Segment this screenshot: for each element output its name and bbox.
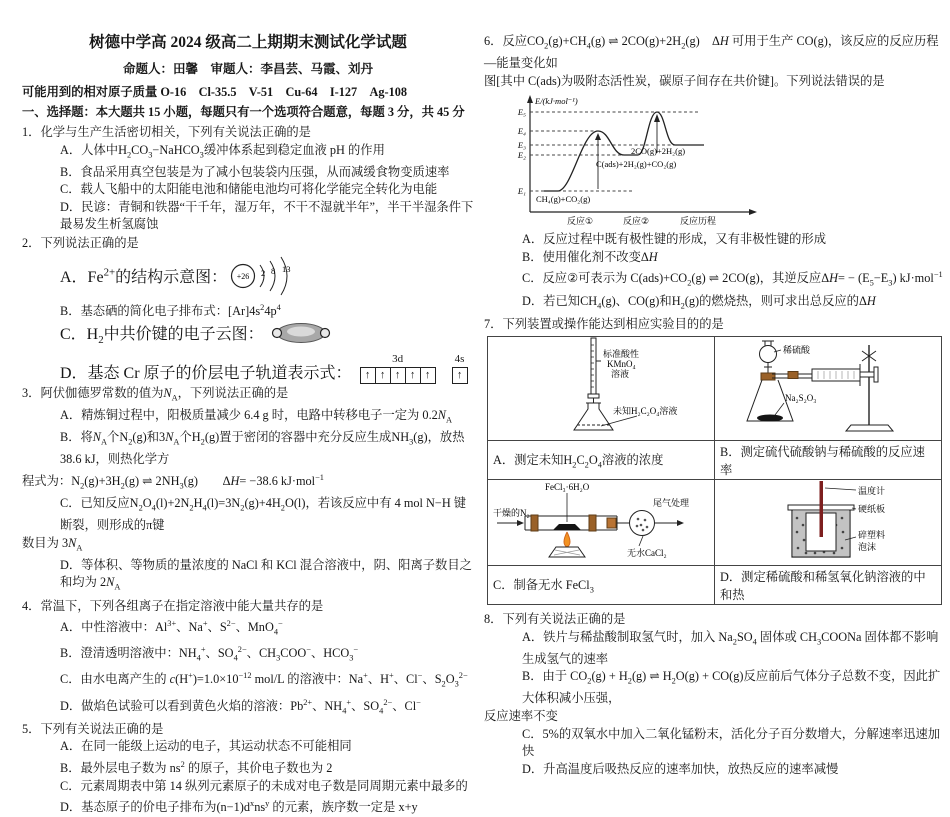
q7-cell-b-image xyxy=(715,337,942,441)
q7-apparatus-table xyxy=(487,336,942,605)
orbital-3d-label: 3d xyxy=(392,353,404,366)
flask-contents-label: 未知H₂C₂O₄溶液 xyxy=(613,406,678,417)
products-label: 2CO(g)+2H₂(g) xyxy=(631,146,686,157)
q4-stem: 4．常温下，下列各组离子在指定溶液中能大量共存的是 xyxy=(22,598,324,613)
shell-2-count: 8 xyxy=(271,265,276,276)
orbital-4s-label: 4s xyxy=(454,353,465,366)
thermometer-label: 温度计 xyxy=(858,486,886,497)
q4-option-c: C．由水电离产生的 $c(H^+)=1.0\times 10^{-12}$ mol/L 的溶液中：Na+、H+、Cl−、$S_2O_3^{2-}$ xyxy=(60,671,468,689)
q3-option-a: A．精炼铜过程中，阳极质量减少 6.4 g 时，电路中转移电子一定为 $0.2N_A$ xyxy=(60,408,453,425)
intermediate-label: C(ads)+2H₂(g)+CO₂(g) xyxy=(596,159,677,170)
q5-stem: 5．下列有关说法正确的是 xyxy=(22,721,164,736)
tube-contents-label: FeCl₃·6H₂O xyxy=(545,482,590,493)
q1-option-d: D．民谚：青铜和铁器“干千年，湿万年，不干不湿就半年”，半干半湿条件下最易发生析氢腐蚀 xyxy=(60,199,474,232)
q5-option-d: D．基态原子的价电子排布为$(n-1)d^xns^y$ 的元素，族序数一定是 x+y xyxy=(60,799,418,815)
energy-profile-diagram xyxy=(500,94,768,228)
orbital-box: ↑ xyxy=(452,367,468,384)
shell-1-count: 2 xyxy=(261,267,266,278)
q7-cell-d-image xyxy=(715,480,942,566)
level-e2-label: E₂ xyxy=(517,150,526,161)
level-e1-label: E₁ xyxy=(517,186,526,197)
q7-caption-c: C．制备无水 FeCl$_3$ xyxy=(488,566,715,605)
atom-structure-diagram xyxy=(227,253,309,299)
q4-option-d: D．做焰色试验可以看到黄色火焰的溶液：$Pb^{2+}$、$NH_4^+$、$SO_4^{2-}$、Cl− xyxy=(60,697,421,716)
calorimeter-apparatus-diagram xyxy=(718,480,938,560)
q2-option-a-label: A．$Fe^{2+}$的结构示意图： xyxy=(60,266,228,287)
solid-reagent-label: Na₂S₂O₃ xyxy=(785,393,817,404)
energy-axis-label: E/(kJ·mol⁻¹) xyxy=(535,96,578,107)
reaction-1-label: 反应① xyxy=(566,216,594,227)
q1-option-b: B．食品采用真空包装是为了减小包装袋内压强，从而减缓食物变质速率 xyxy=(60,164,450,179)
electron-cloud-diagram xyxy=(268,321,334,345)
q8-option-c: C．5%的双氧水中加入二氧化锰粉末，活化分子百分数增大，分解速率迅速加快 xyxy=(522,726,941,759)
level-e5-label: E₅ xyxy=(517,107,526,118)
reaction-progress-label: 反应历程 xyxy=(679,216,717,227)
left-column xyxy=(22,30,474,817)
fecl3-preparation-apparatus-diagram xyxy=(491,480,711,560)
q8-option-d: D．升高温度后吸热反应的速率加快，放热反应的速率减慢 xyxy=(522,761,839,776)
q7-caption-a: A．测定未知$H_2C_2O_4$溶液的浓度 xyxy=(488,441,715,480)
q3-option-d: D．等体积、等物质的量浓度的 NaCl 和 KCl 混合溶液中，阴、阳离子数目之和均为 $2N_A$ xyxy=(60,557,472,592)
burette-label-3: 溶液 xyxy=(611,369,630,380)
q3-option-c: C．已知反应$N_2O_4(l)+2N_2H_4(l)=3N_2(g)+4H_2O(l)$，若该反应中有 4 mol N−H 键断裂，则形成的π键 xyxy=(60,496,467,533)
q3-option-c-cont: 数目为 $3N_A$ xyxy=(22,535,83,553)
rate-measurement-apparatus-diagram xyxy=(718,337,938,435)
q6-stem-cont: 图[其中 C(ads)为吸附态活性炭，碳原子间存在共价键]。下列说法错误的是 xyxy=(484,73,885,88)
q2-stem: 2．下列说法正确的是 xyxy=(22,236,139,251)
q7-caption-b: B．测定硫代硫酸钠与稀硫酸的反应速率 xyxy=(715,441,942,480)
q7-cell-a-image xyxy=(488,337,715,441)
shell-3-count: 13 xyxy=(282,263,291,274)
drying-agent-label: 无水CaCl₂ xyxy=(627,548,667,559)
q8-option-a: A．铁片与稀盐酸制取氢气时，加入 $Na_2SO_4$ 固体或 $CH_3COONa$ 固体都不影响生成氢气的速率 xyxy=(522,629,939,666)
q4-option-a: A．中性溶液中：$Al^{3+}$、Na+、$S^{2-}$、MnO$_4$− xyxy=(60,619,283,637)
q3-option-b-cont: 程式为：$N_2(g)+3H_2(g)$ ⇌ $2NH_3(g)$ ΔH= −38.6 kJ·mol$^{-1}$ xyxy=(22,473,324,491)
gas-inlet-label: 干燥的N₂ xyxy=(493,508,530,519)
foam-label-2: 泡沫 xyxy=(858,542,877,553)
q8-option-b-cont: 反应速率不变 xyxy=(484,709,558,724)
q6-option-a: A．反应过程中既有极性键的形成，又有非极性键的形成 xyxy=(522,232,827,247)
right-column xyxy=(484,32,945,778)
q6-option-b: B．使用催化剂不改变ΔH xyxy=(522,249,658,264)
authors-line: 命题人：田馨 审题人：李昌芸、马霞、刘丹 xyxy=(122,62,373,76)
orbital-diagram xyxy=(360,349,468,384)
q2-option-b: B．基态硒的简化电子排布式：$[Ar]4s^24p^4$ xyxy=(60,302,281,318)
q1-option-c: C．载人飞船中的太阳能电池和储能电池均可将化学能完全转化为电能 xyxy=(60,182,438,197)
section-heading: 一、选择题：本大题共 15 小题，每题只有一个选项符合题意，每题 3 分，共 45 分 xyxy=(22,105,465,119)
orbital-box: ↑ xyxy=(375,367,391,384)
q5-option-a: A．在同一能级上运动的电子，其运动状态不可能相同 xyxy=(60,739,352,754)
atom-nucleus-label: +26 xyxy=(236,271,250,281)
q8-option-b: B．由于 $CO_2(g) + H_2(g)$ ⇌ $H_2O(g) + CO(g)$反应前后气体分子总数不变，因此扩大体积减小压强， xyxy=(522,669,941,706)
q5-option-c: C．元素周期表中第 14 纵列元素原子的未成对电子数是同周期元素中最多的 xyxy=(60,778,468,793)
q3-option-b: B．将$N_A$个$N_2(g)$和$3N_A$个$H_2(g)$置于密闭的容器中充分反应生成$NH_3(g)$，放热 38.6 kJ，则热化学方 xyxy=(60,430,465,467)
q6-stem: 6．反应$CO_2(g)+CH_4(g)$ ⇌ $2CO(g)+2H_2(g)$ ΔH 可用于生产 CO(g)，该反应的反应历程—能量变化如 xyxy=(484,34,939,71)
q1-stem: 1．化学与生产生活密切相关，下列有关说法正确的是 xyxy=(22,125,311,139)
reaction-2-label: 反应② xyxy=(622,216,650,227)
q5-option-b: B．最外层电子数为 $ns^2$ 的原子，其价电子数也为 2 xyxy=(60,759,333,775)
orbital-box: ↑ xyxy=(405,367,421,384)
atomic-masses-line: 可能用到的相对原子质量 O-16 Cl-35.5 V-51 Cu-64 I-127 Ag-108 xyxy=(22,85,408,99)
q7-caption-d: D．测定稀硫酸和稀氢氧化钠溶液的中和热 xyxy=(715,566,942,605)
q2-option-d xyxy=(22,346,474,384)
q8-stem: 8．下列有关说法正确的是 xyxy=(484,612,626,627)
q7-cell-c-image xyxy=(488,480,715,566)
funnel-label: 稀硫酸 xyxy=(783,345,811,356)
orbital-box: ↑ xyxy=(360,367,376,384)
level-e4-label: E₄ xyxy=(517,126,526,137)
q1-option-a: A．人体中$H_2CO_3-NaHCO_3$缓冲体系起到稳定血液 pH 的作用 xyxy=(60,142,385,160)
orbital-box: ↑ xyxy=(420,367,436,384)
orbital-4s-group xyxy=(452,349,468,384)
titration-apparatus-diagram xyxy=(491,337,711,435)
q7-stem: 7．下列装置或操作能达到相应实验目的的是 xyxy=(484,316,724,331)
q2-option-c-label: C．$H_2$中共价键的电子云图： xyxy=(60,325,264,346)
orbital-3d-group xyxy=(360,349,436,384)
foam-label-1: 碎塑料 xyxy=(858,530,886,541)
q6-option-c: C．反应②可表示为 $C(ads)+CO_2(g)$ ⇌ 2CO(g)，其逆反应$\Delta H= - (E_5-E_3)$ kJ·mol$^{-1}$ xyxy=(522,270,943,288)
orbital-box: ↑ xyxy=(390,367,406,384)
reactants-label: CH₄(g)+CO₂(g) xyxy=(536,194,591,205)
q2-option-c xyxy=(22,320,474,346)
burette-label-1: 标准酸性 xyxy=(603,349,640,360)
cardboard-label: 硬纸板 xyxy=(858,504,886,515)
q4-option-b: B．澄清透明溶液中：$NH_4^+$、$SO_4^{2-}$、$CH_3COO^-$、$HCO_3^-$ xyxy=(60,645,359,663)
gas-outlet-label: 尾气处理 xyxy=(653,498,690,509)
burette-label-2: KMnO₄ xyxy=(607,359,636,370)
page-title: 树德中学高 2024 级高二上期期末测试化学试题 xyxy=(89,34,407,51)
q6-option-d: D．若已知$CH_4(g)$、CO(g)和$H_2(g)$的燃烧热，则可求出总反应的ΔH xyxy=(522,293,876,311)
level-e3-label: E₃ xyxy=(517,140,526,151)
q2-option-a xyxy=(22,253,474,299)
q2-option-d-label: D．基态 Cr 原子的价层电子轨道表示式： xyxy=(60,365,352,383)
q3-stem: 3．阿伏伽德罗常数的值为$N_A$，下列说法正确的是 xyxy=(22,386,289,403)
